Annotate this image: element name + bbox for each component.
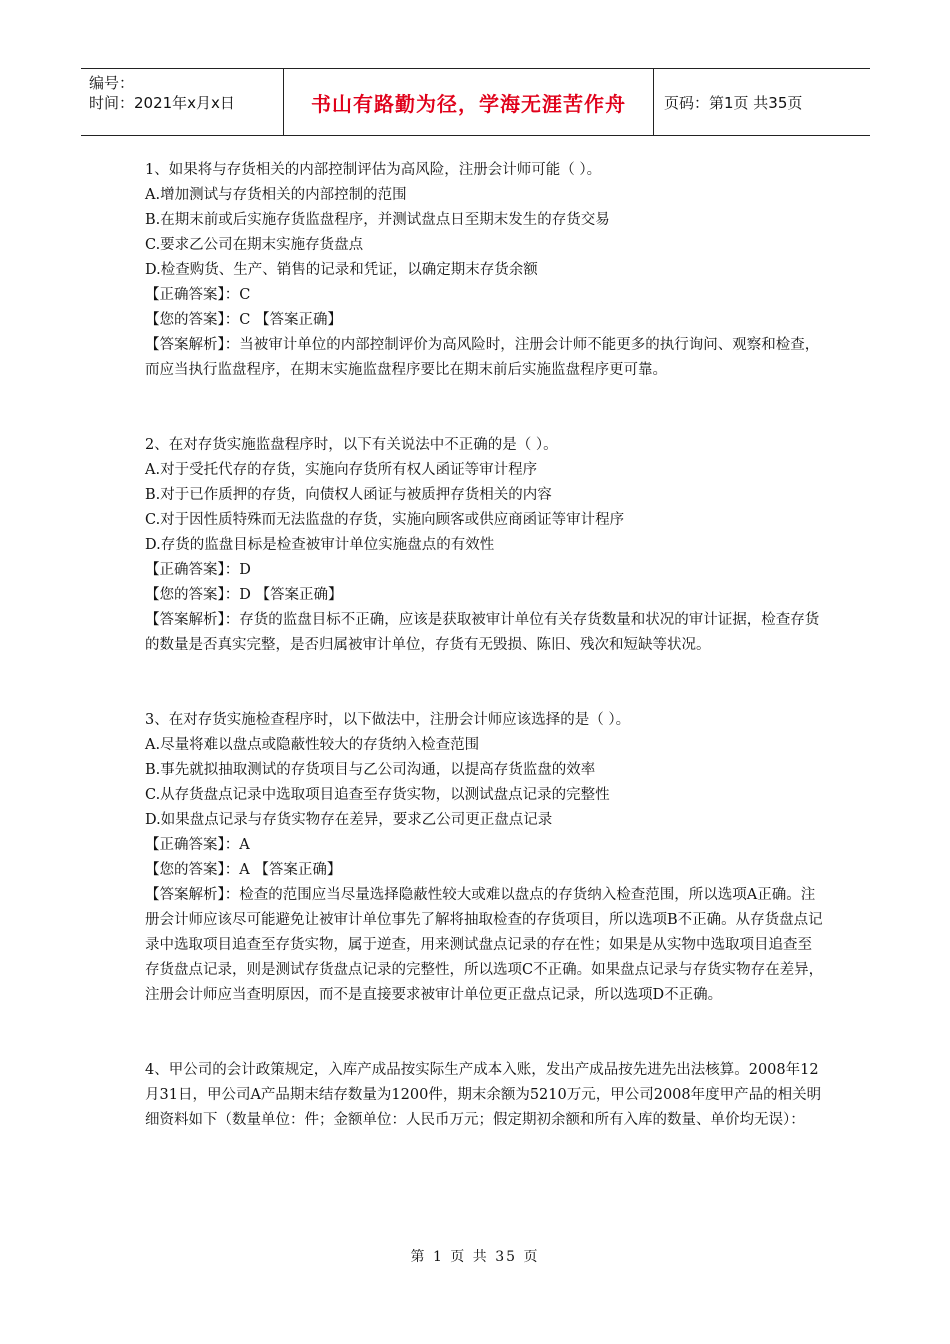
page-header	[81, 68, 870, 136]
correct-answer: 【正确答案】：D	[145, 562, 251, 578]
question-stem: 3、在对存货实施检查程序时，以下做法中，注册会计师应该选择的是（ ）。	[145, 712, 631, 728]
option-c: C.从存货盘点记录中选取项目追查至存货实物，以测试盘点记录的完整性	[145, 787, 610, 803]
option-d: D.存货的监盘目标是检查被审计单位实施盘点的有效性	[145, 537, 495, 553]
correct-answer: 【正确答案】：C	[145, 287, 251, 303]
option-a: A.对于受托代存的存货，实施向存货所有权人函证等审计程序	[145, 462, 538, 478]
option-c: C.要求乙公司在期末实施存货盘点	[145, 237, 364, 253]
option-b: B.对于已作质押的存货，向债权人函证与被质押存货相关的内容	[145, 487, 552, 503]
answer-analysis: 【答案解析】：当被审计单位的内部控制评价为高风险时，注册会计师不能更多的执行询问、观察和检查，而应当执行监盘程序，在期末实施监盘程序要比在期末前后实施监盘程序更可靠。	[145, 337, 820, 378]
question-1	[145, 158, 825, 383]
option-d: D.如果盘点记录与存货实物存在差异，要求乙公司更正盘点记录	[145, 812, 553, 828]
document-body	[145, 158, 825, 1133]
answer-analysis: 【答案解析】：检查的范围应当尽量选择隐蔽性较大或难以盘点的存货纳入检查范围，所以选项A正确。注册会计师应该尽可能避免让被审计单位事先了解将抽取检查的存货项目，所以选项B不正确。从存货盘点记录中选取项目追查至存货实物，属于逆查，用来测试盘点记录的存在性；如果是从实物中选取项目追查至存货盘点记录，则是测试存货盘点记录的完整性，所以选项C不正确。如果盘点记录与存货实物存在差异，注册会计师应当查明原因，而不是直接要求被审计单位更正盘点记录，所以选项D不正确。	[145, 887, 824, 1003]
question-4	[145, 1058, 825, 1133]
page-footer: 第 1 页 共 35 页	[410, 1249, 540, 1265]
your-answer: 【您的答案】：A 【答案正确】	[145, 862, 342, 878]
document-number-label: 编号：	[89, 74, 135, 92]
document-time-label: 时间：2021年x月x日	[89, 94, 235, 112]
question-stem: 4、甲公司的会计政策规定，入库产成品按实际生产成本入账，发出产成品按先进先出法核算。2008年12月31日，甲公司A产品期末结存数量为1200件，期末余额为5210万元，甲公司2008年度甲产品的相关明细资料如下（数量单位：件；金额单位：人民币万元；假定期初余额和所有入库的数量、单价均无误）：	[145, 1062, 822, 1128]
question-stem: 1、如果将与存货相关的内部控制评估为高风险，注册会计师可能（ ）。	[145, 162, 602, 178]
answer-analysis: 【答案解析】：存货的监盘目标不正确，应该是获取被审计单位有关存货数量和状况的审计证据，检查存货的数量是否真实完整，是否归属被审计单位，存货有无毁损、陈旧、残次和短缺等状况。	[145, 612, 820, 653]
option-b: B.在期末前或后实施存货监盘程序，并测试盘点日至期末发生的存货交易	[145, 212, 610, 228]
question-3	[145, 708, 825, 1008]
header-motto: 书山有路勤为径，学海无涯苦作舟	[284, 69, 654, 135]
option-a: A.尽量将难以盘点或隐蔽性较大的存货纳入检查范围	[145, 737, 480, 753]
option-a: A.增加测试与存货相关的内部控制的范围	[145, 187, 407, 203]
your-answer: 【您的答案】：D 【答案正确】	[145, 587, 343, 603]
option-c: C.对于因性质特殊而无法监盘的存货，实施向顾客或供应商函证等审计程序	[145, 512, 625, 528]
question-2	[145, 433, 825, 658]
option-b: B.事先就拟抽取测试的存货项目与乙公司沟通，以提高存货监盘的效率	[145, 762, 596, 778]
question-stem: 2、在对存货实施监盘程序时，以下有关说法中不正确的是（ ）。	[145, 437, 558, 453]
header-meta	[81, 69, 284, 135]
header-page-info: 页码：第1页 共35页	[664, 93, 803, 112]
option-d: D.检查购货、生产、销售的记录和凭证，以确定期末存货余额	[145, 262, 538, 278]
correct-answer: 【正确答案】：A	[145, 837, 250, 853]
your-answer: 【您的答案】：C 【答案正确】	[145, 312, 342, 328]
